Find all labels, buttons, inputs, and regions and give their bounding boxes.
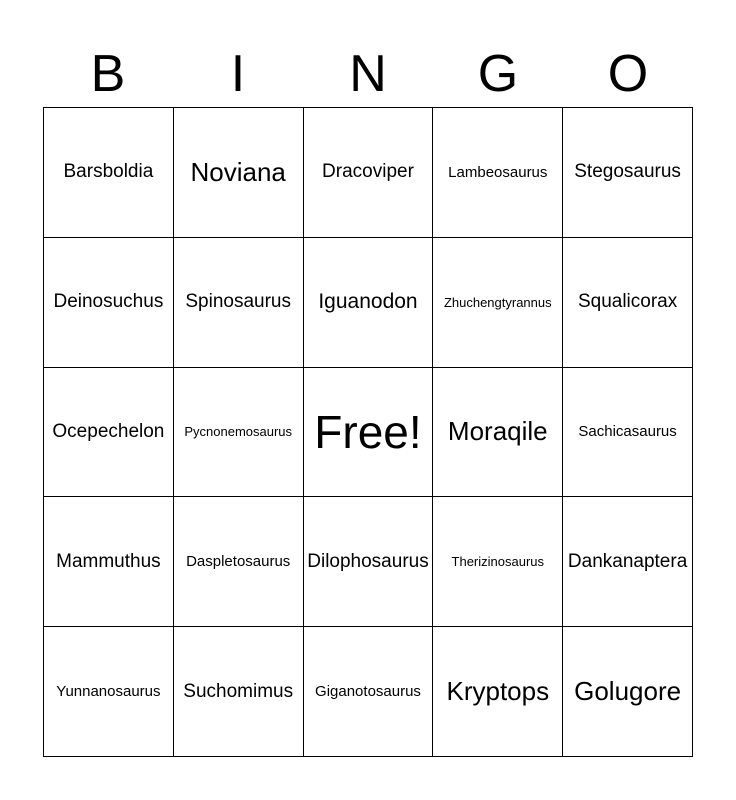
bingo-cell[interactable]: Deinosuchus: [44, 238, 174, 368]
bingo-cell[interactable]: Yunnanosaurus: [44, 627, 174, 757]
bingo-cell[interactable]: Stegosaurus: [563, 108, 693, 238]
bingo-header: [43, 40, 693, 108]
header-letter-g: G: [477, 45, 519, 103]
header-letter-i: I: [230, 45, 246, 103]
bingo-cell[interactable]: Golugore: [563, 627, 693, 757]
bingo-cell[interactable]: Spinosaurus: [174, 238, 304, 368]
bingo-cell[interactable]: Lambeosaurus: [433, 108, 563, 238]
bingo-cell[interactable]: Moraqile: [433, 368, 563, 498]
bingo-cell[interactable]: Mammuthus: [44, 497, 174, 627]
bingo-cell[interactable]: Kryptops: [433, 627, 563, 757]
bingo-cell[interactable]: Therizinosaurus: [433, 497, 563, 627]
bingo-cell[interactable]: Daspletosaurus: [174, 497, 304, 627]
bingo-cell[interactable]: Sachicasaurus: [563, 368, 693, 498]
header-letter-o: O: [607, 45, 649, 103]
header-letter-b: B: [90, 45, 126, 103]
free-space-cell[interactable]: Free!: [304, 368, 434, 498]
bingo-cell[interactable]: Giganotosaurus: [304, 627, 434, 757]
bingo-cell[interactable]: Zhuchengtyrannus: [433, 238, 563, 368]
bingo-cell[interactable]: Iguanodon: [304, 238, 434, 368]
bingo-board: [43, 107, 693, 757]
bingo-cell[interactable]: Squalicorax: [563, 238, 693, 368]
bingo-cell[interactable]: Suchomimus: [174, 627, 304, 757]
header-letter-n: N: [349, 45, 387, 103]
bingo-cell[interactable]: Dracoviper: [304, 108, 434, 238]
bingo-cell[interactable]: Noviana: [174, 108, 304, 238]
bingo-cell[interactable]: Dankanaptera: [563, 497, 693, 627]
bingo-cell[interactable]: Dilophosaurus: [304, 497, 434, 627]
bingo-cell[interactable]: Barsboldia: [44, 108, 174, 238]
bingo-cell[interactable]: Ocepechelon: [44, 368, 174, 498]
bingo-cell[interactable]: Pycnonemosaurus: [174, 368, 304, 498]
